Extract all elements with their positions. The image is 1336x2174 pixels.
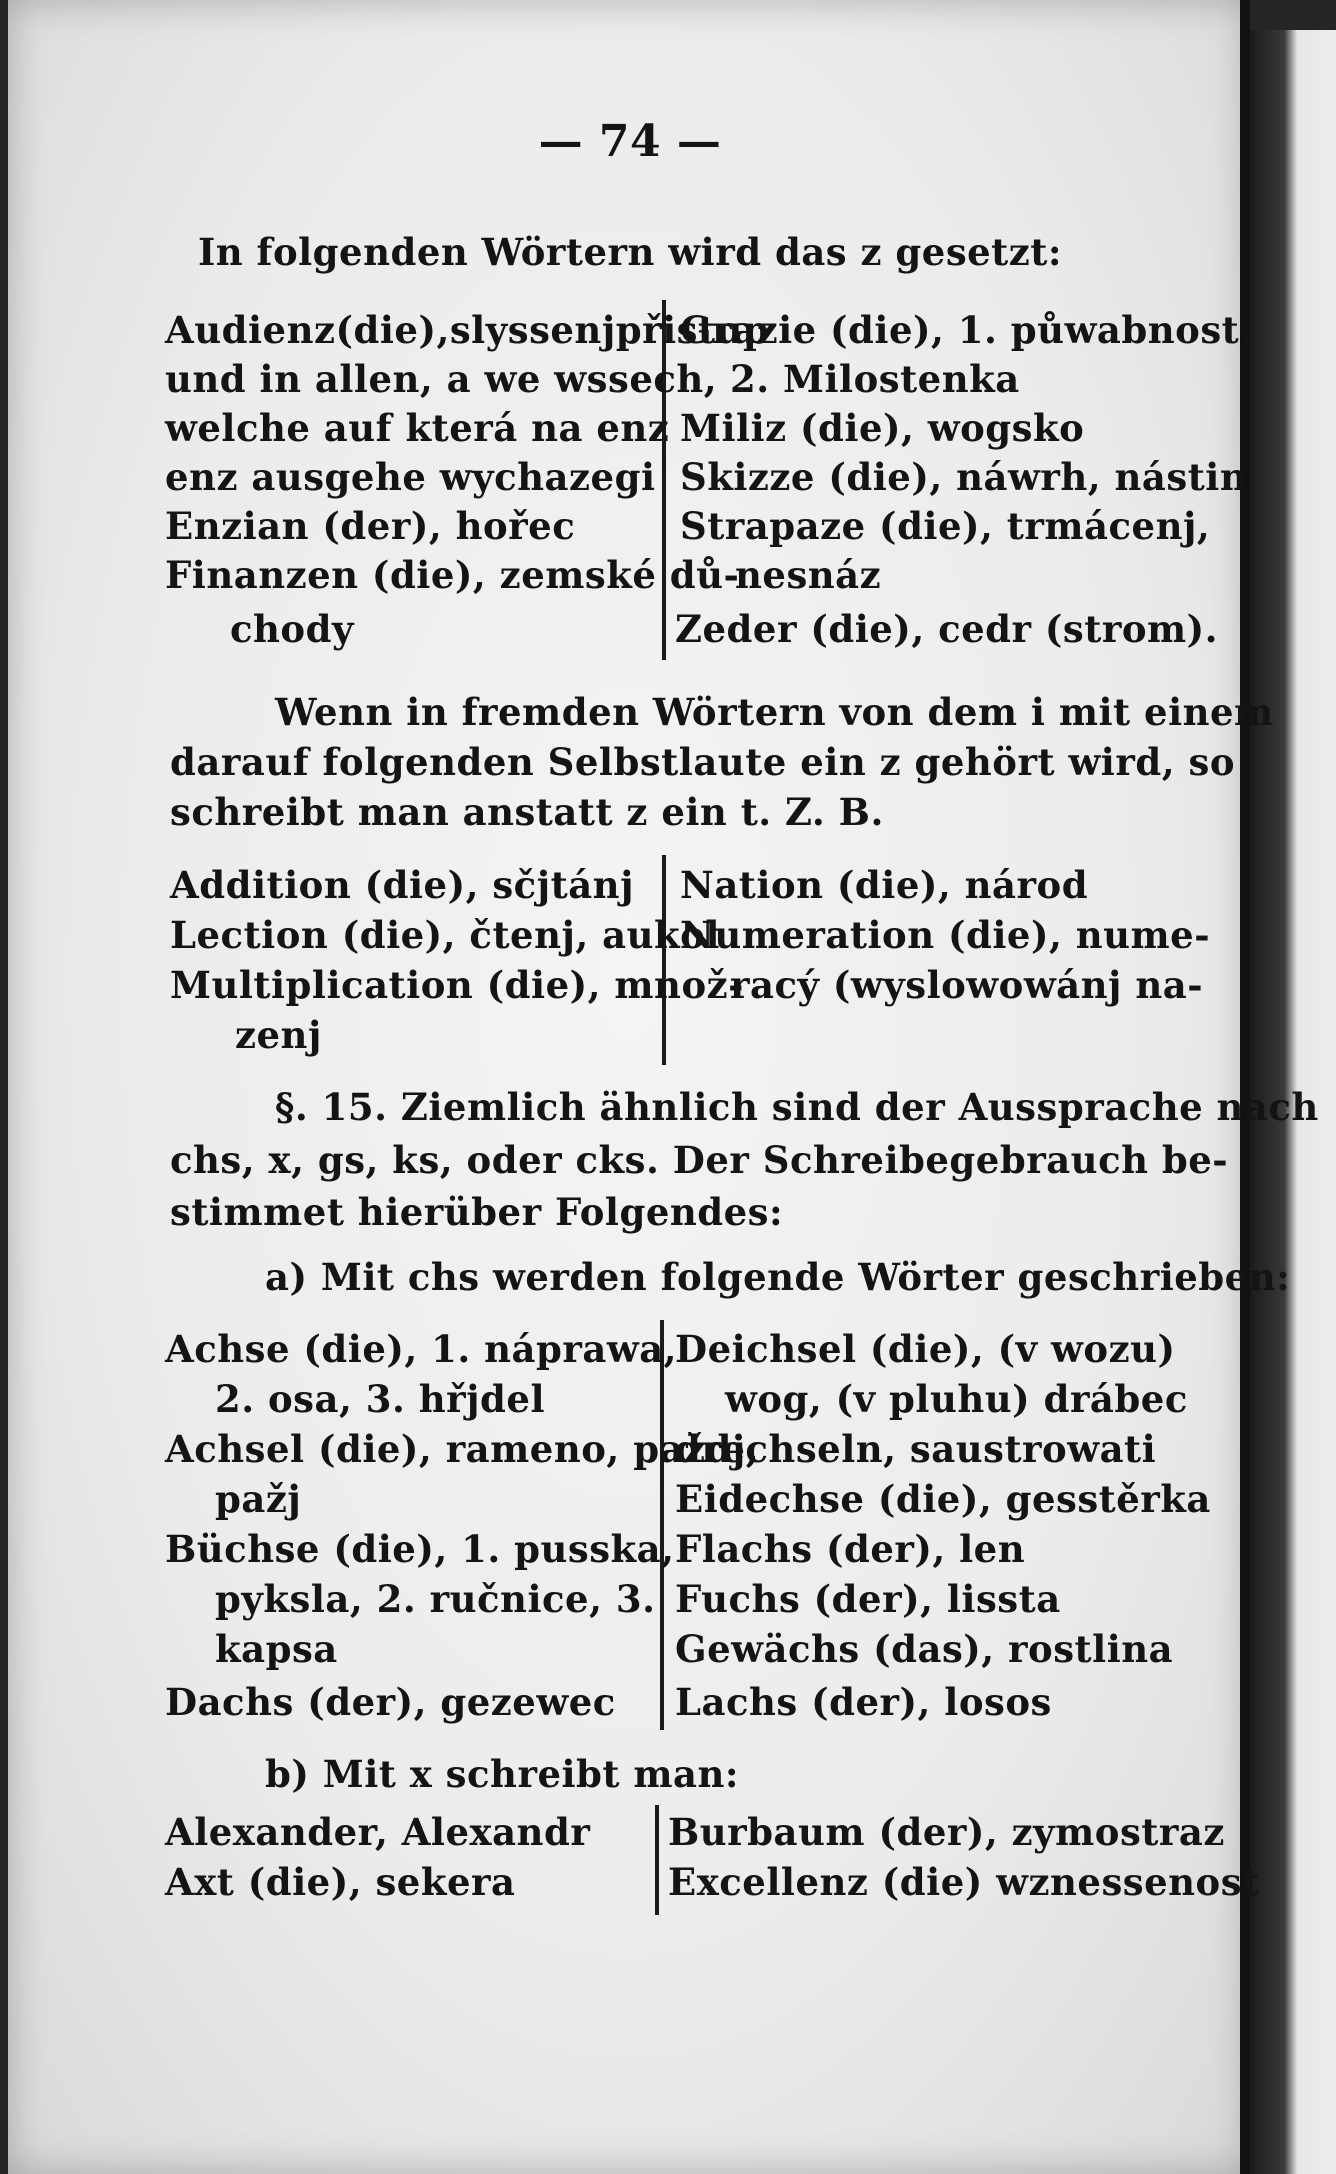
- a-left-line: 2. osa, 3. hřjdel: [215, 1377, 546, 1421]
- paragraph-line: §. 15. Ziemlich ähnlich sind der Aussprache nach: [275, 1085, 1319, 1129]
- paragraph-line: schreibt man anstatt z ein t. Z. B.: [170, 790, 884, 834]
- z-right-line: 2. Milostenka: [730, 357, 1020, 401]
- a-left-line: kapsa: [215, 1627, 338, 1671]
- z-right-line: Miliz (die), wogsko: [680, 406, 1085, 450]
- a-right-line: Eidechse (die), gesstěrka: [675, 1477, 1211, 1521]
- z-left-line: chody: [230, 607, 354, 651]
- z-right-line: Grazie (die), 1. půwabnost,: [680, 308, 1253, 352]
- a-right-line: Flachs (der), len: [675, 1527, 1026, 1571]
- z-left-line: Finanzen (die), zemské dů-: [165, 553, 740, 597]
- paragraph-line: stimmet hierüber Folgendes:: [170, 1190, 784, 1234]
- a-left-line: Dachs (der), gezewec: [165, 1680, 616, 1724]
- t-right-line: Nation (die), národ: [680, 863, 1089, 907]
- heading-b: b) Mit x schreibt man:: [265, 1752, 740, 1796]
- z-left-line: Enzian (der), hořec: [165, 504, 576, 548]
- z-left-line: und in allen, a we wssech,: [165, 357, 718, 401]
- column-divider: [662, 855, 666, 1065]
- heading-a: a) Mit chs werden folgende Wörter geschrieben:: [265, 1255, 1291, 1299]
- a-left-line: Büchse (die), 1. pusska,: [165, 1527, 675, 1571]
- a-right-line: Fuchs (der), lissta: [675, 1577, 1061, 1621]
- z-right-line: Strapaze (die), trmácenj,: [680, 504, 1211, 548]
- z-left-line: welche auf která na enz: [165, 406, 670, 450]
- t-left-line: Addition (die), sčjtánj: [170, 863, 634, 907]
- heading-z: In folgenden Wörtern wird das z gesetzt:: [197, 230, 1063, 274]
- page-number: — 74 —: [538, 116, 722, 167]
- a-left-line: pyksla, 2. ručnice, 3.: [215, 1577, 656, 1621]
- t-left-line: Multiplication (die), množ-: [170, 963, 744, 1007]
- z-right-line: nesnáz: [735, 553, 882, 597]
- column-divider: [662, 300, 666, 660]
- b-right-line: Burbaum (der), zymostraz: [668, 1810, 1225, 1854]
- paragraph-line: Wenn in fremden Wörtern von dem i mit einem: [275, 690, 1274, 734]
- z-right-line: Skizze (die), náwrh, nástin: [680, 455, 1248, 499]
- a-left-line: Achse (die), 1. náprawa,: [165, 1327, 678, 1371]
- b-left-line: Alexander, Alexandr: [165, 1810, 591, 1854]
- z-left-line: enz ausgehe wychazegi: [165, 455, 656, 499]
- t-right-line: racý (wyslowowánj na-: [730, 963, 1204, 1007]
- t-right-line: Numeration (die), nume-: [680, 913, 1211, 957]
- a-left-line: pažj: [215, 1477, 302, 1521]
- a-right-line: drechseln, saustrowati: [675, 1427, 1157, 1471]
- a-right-line: Lachs (der), losos: [675, 1680, 1052, 1724]
- a-left-line: Achsel (die), rameno, paždj,: [165, 1427, 760, 1471]
- column-divider: [655, 1805, 659, 1915]
- a-right-line: Deichsel (die), (v wozu): [675, 1327, 1176, 1371]
- t-left-line: Lection (die), čtenj, aukol: [170, 913, 720, 957]
- b-left-line: Axt (die), sekera: [165, 1860, 516, 1904]
- z-right-line: Zeder (die), cedr (strom).: [675, 607, 1219, 651]
- z-left-line: Audienz(die),slyssenjpřistup: [165, 308, 770, 352]
- a-right-line: Gewächs (das), rostlina: [675, 1627, 1174, 1671]
- paragraph-line: darauf folgenden Selbstlaute ein z gehört wird, so: [170, 740, 1235, 784]
- column-divider: [660, 1320, 664, 1730]
- a-right-line: wog, (v pluhu) drábec: [725, 1377, 1188, 1421]
- b-right-line: Excellenz (die) wznessenost: [668, 1860, 1260, 1904]
- paragraph-line: chs, x, gs, ks, oder cks. Der Schreibegebrauch be-: [170, 1138, 1229, 1182]
- t-left-line: zenj: [235, 1013, 322, 1057]
